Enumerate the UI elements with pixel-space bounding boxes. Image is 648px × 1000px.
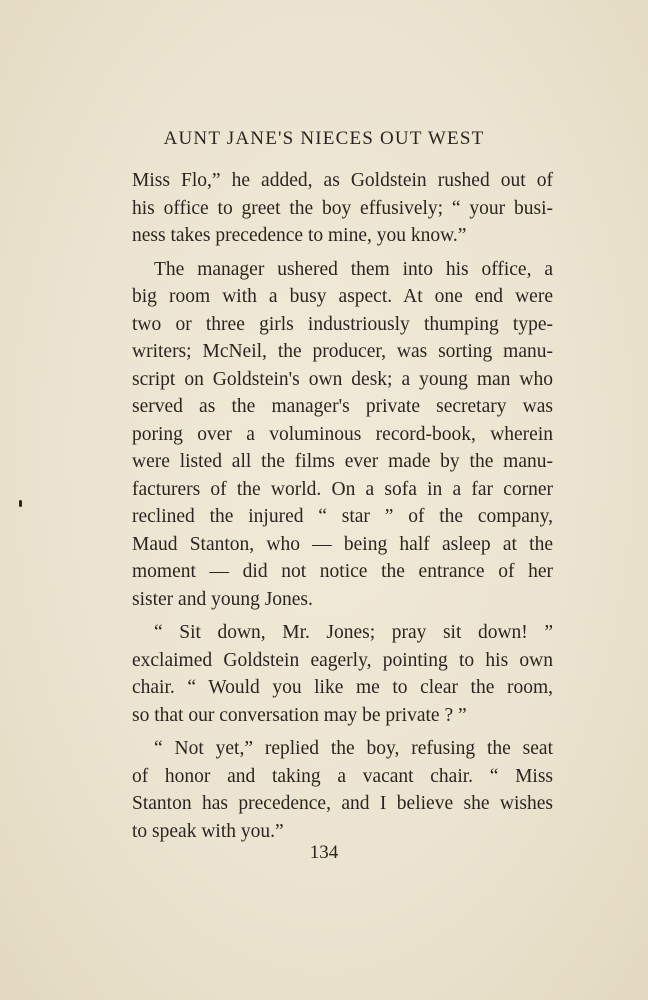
text-line: moment — did not notice the entrance of her [132,561,553,582]
text-line: so that our conversation may be private ? ” [132,704,467,726]
text-line: were listed all the films ever made by the manu- [132,451,553,472]
text-line: Stanton has precedence, and I believe she wishes [132,793,553,814]
paragraph [132,167,553,250]
text-line: served as the manager's private secretary was [132,396,553,417]
paragraph [132,619,553,729]
text-line: “ Not yet,” replied the boy, refusing the seat [154,738,553,759]
paragraph [132,735,553,845]
text-line: of honor and taking a vacant chair. “ Miss [132,765,553,787]
text-line: chair. “ Would you like me to clear the room, [132,677,553,698]
text-line: to speak with you.” [132,820,284,842]
running-head: AUNT JANE'S NIECES OUT WEST [163,128,485,149]
text-line: facturers of the world. On a sofa in a far corner [132,478,553,500]
text-line: Miss Flo,” he added, as Goldstein rushed out of [132,170,553,191]
paragraph [132,256,553,614]
text-line: ness takes precedence to mine, you know.” [132,225,467,246]
text-line: The manager ushered them into his office, a [154,258,553,280]
text-line: big room with a busy aspect. At one end were [132,286,553,307]
text-line: exclaimed Goldstein eagerly, pointing to his own [132,649,553,671]
body-text [132,167,553,845]
text-line: writers; McNeil, the producer, was sorting manu- [132,341,553,362]
text-line: sister and young Jones. [132,588,313,610]
text-line: two or three girls industriously thumping type- [132,313,553,335]
ink-speck [19,500,22,507]
page-number: 134 [309,842,339,863]
text-line: reclined the injured “ star ” of the company, [132,506,553,527]
text-line: script on Goldstein's own desk; a young man who [132,368,553,390]
text-line: Maud Stanton, who — being half asleep at the [132,533,553,555]
text-line: his office to greet the boy effusively; “ your busi- [132,197,553,219]
text-line: “ Sit down, Mr. Jones; pray sit down! ” [154,622,553,643]
text-line: poring over a voluminous record-book, wherein [132,423,553,445]
